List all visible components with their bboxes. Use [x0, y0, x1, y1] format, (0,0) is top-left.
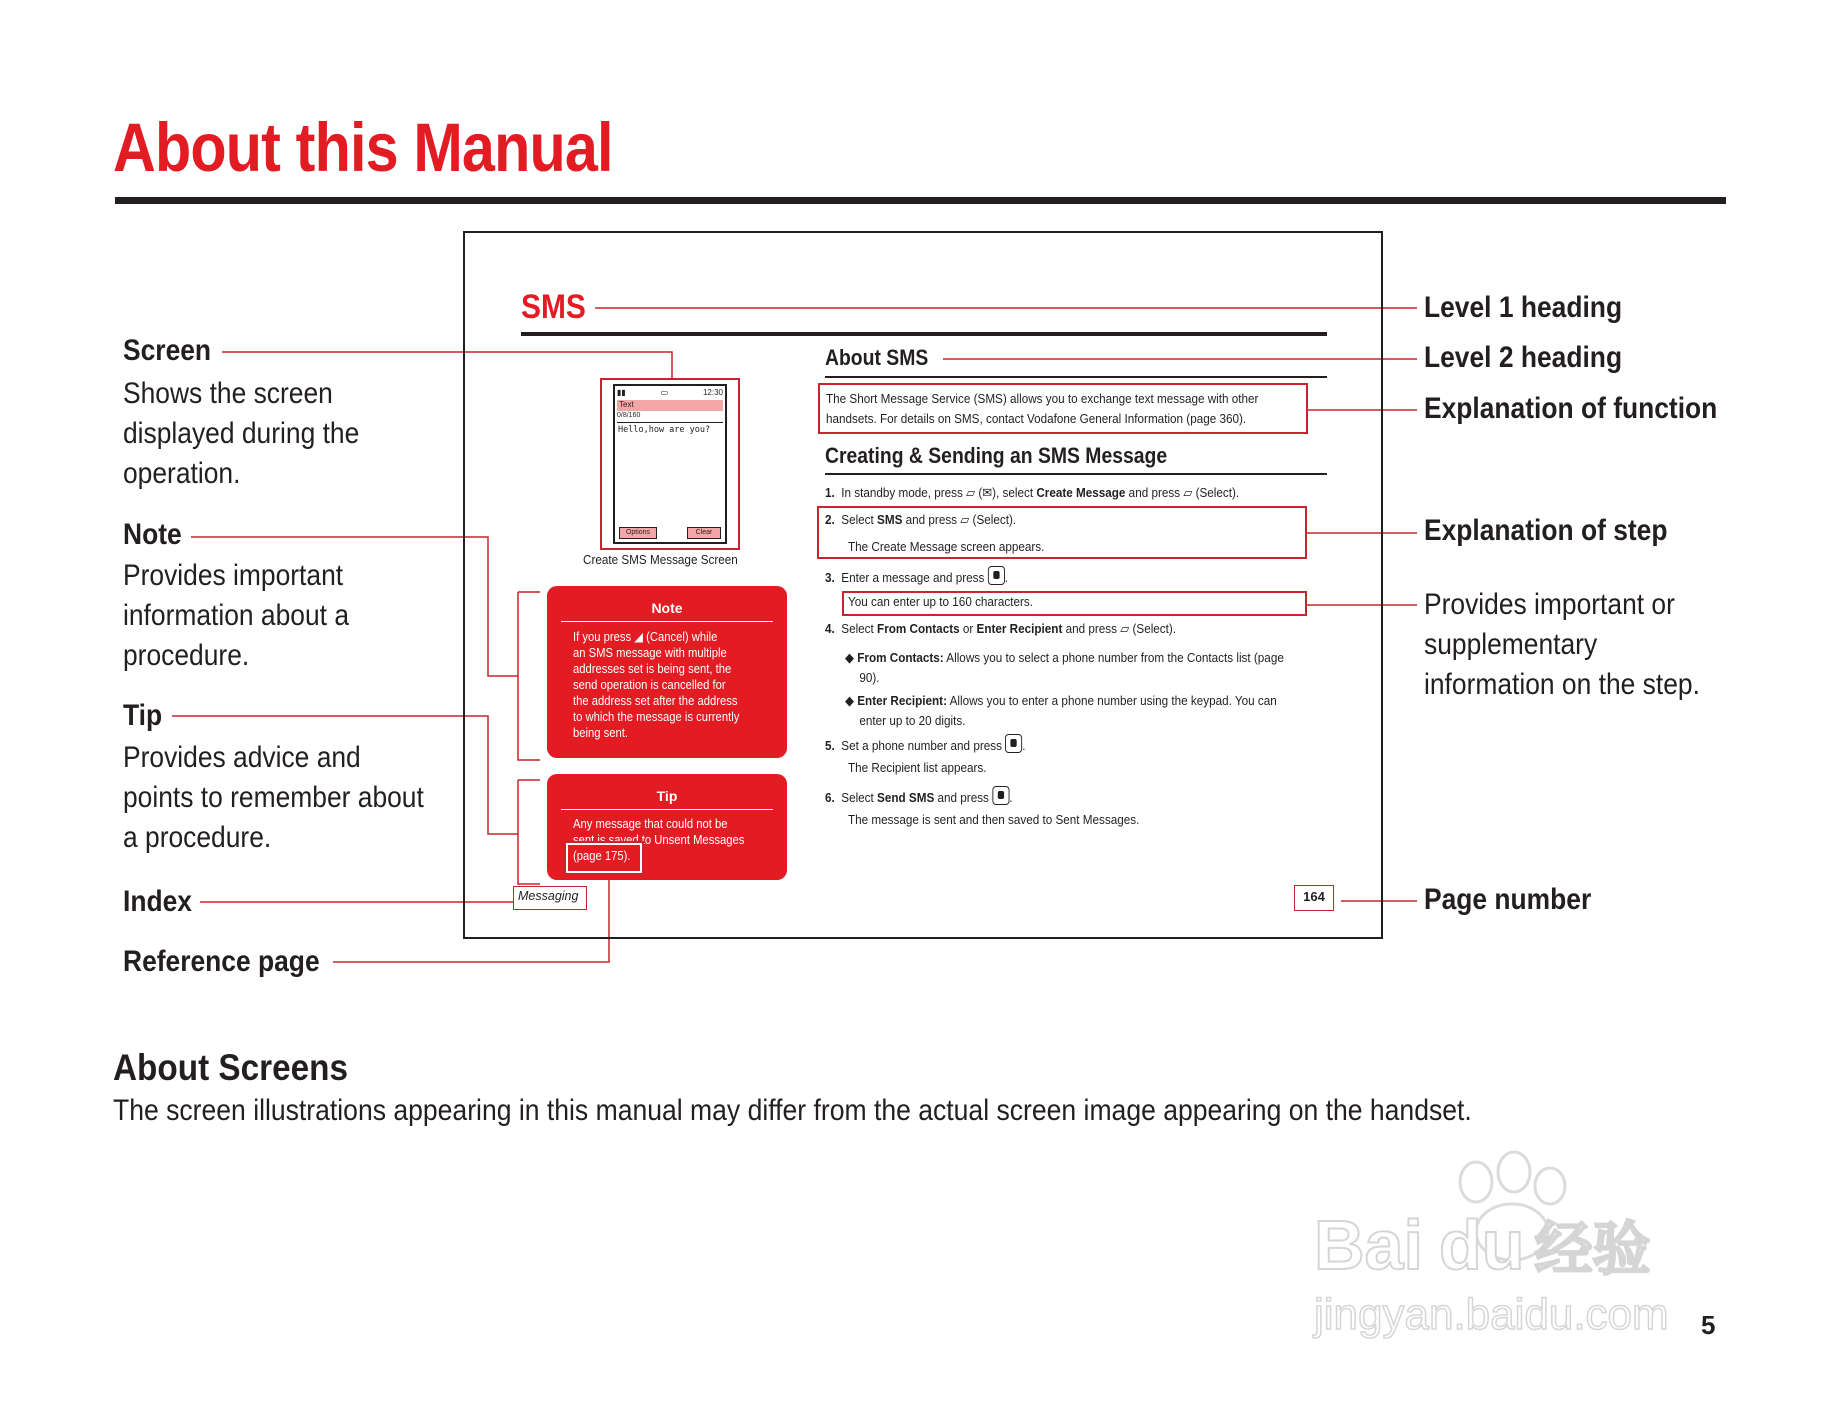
step-number: 1.: [825, 485, 835, 500]
function-text-line: The Short Message Service (SMS) allows you to exchange text message with other: [826, 391, 1259, 406]
index-label: Messaging: [518, 889, 579, 903]
note-annotation-line: Provides important: [123, 559, 344, 592]
step-text: Select: [841, 512, 878, 527]
bullet-from-contacts: ◆ From Contacts: Allows you to select a phone number from the Contacts list (page 90).: [845, 648, 1284, 688]
step-6-result: The message is sent and then saved to Sent Messages.: [848, 812, 1140, 827]
mail-icon: ✉: [982, 485, 993, 500]
step-info-annotation: [1424, 585, 1700, 705]
battery-icon: ▭: [660, 388, 669, 397]
about-screens-text: The screen illustrations appearing in this manual may differ from the actual screen image appearing on the handset.: [113, 1094, 1472, 1127]
note-annotation-text: [123, 556, 349, 676]
phone-status-bar: [617, 388, 723, 399]
signal-icon: ▮▮: [617, 388, 626, 397]
page-number-annotation: Page number: [1424, 883, 1592, 916]
phone-message: Hello,how are you?: [618, 425, 711, 435]
tip-annotation-heading: Tip: [123, 699, 163, 732]
step-text: and press: [1062, 621, 1121, 636]
tip-card-text: Any message that could not be: [573, 817, 728, 831]
step-text: Select: [841, 790, 878, 805]
softkey-left-icon: ▱: [960, 512, 970, 527]
step-4: [825, 621, 1176, 637]
step-3-note: You can enter up to 160 characters.: [848, 594, 1033, 609]
reference-highlight-box: [566, 843, 642, 873]
function-annotation: Explanation of function: [1424, 392, 1718, 425]
page-title: About this Manual: [113, 109, 613, 186]
function-text: [826, 389, 1258, 429]
note-card: [547, 586, 787, 758]
bullet-text: Allows you to select a phone number from the Contacts list (page: [943, 650, 1284, 665]
step-6: [825, 786, 1013, 805]
step-info-line: information on the step.: [1424, 668, 1700, 701]
step-number: 2.: [825, 512, 835, 527]
softkey-left-icon: ▱: [1183, 485, 1193, 500]
step-bold-text: Send SMS: [877, 790, 935, 805]
step-number: 3.: [825, 570, 835, 585]
step-number: 4.: [825, 621, 835, 636]
step-text: Select: [841, 621, 878, 636]
level2-heading-annotation: Level 2 heading: [1424, 341, 1623, 374]
step-text: Enter a message and press: [841, 570, 988, 585]
step-2-result: The Create Message screen appears.: [848, 539, 1045, 554]
step-text: .: [1022, 738, 1026, 753]
step-5: [825, 734, 1026, 753]
phone-screen: [613, 384, 727, 544]
sample-subheading: Creating & Sending an SMS Message: [825, 443, 1168, 468]
index-annotation-heading: Index: [123, 885, 192, 918]
note-card-text: to which the message is currently: [573, 710, 740, 724]
cancel-key-icon: ◢: [634, 630, 643, 644]
sample-level2-heading: About SMS: [825, 345, 929, 370]
note-card-text: an SMS message with multiple: [573, 646, 727, 660]
note-annotation-heading: Note: [123, 518, 182, 551]
step-bold-text: SMS: [877, 512, 903, 527]
sample-level1-rule: [521, 332, 1327, 336]
level1-heading-annotation: Level 1 heading: [1424, 291, 1623, 324]
tip-annotation-line: a procedure.: [123, 821, 272, 854]
baidu-watermark: [1300, 1140, 1740, 1350]
note-card-text: send operation is cancelled for: [573, 678, 726, 692]
step-1: [825, 485, 1239, 501]
step-bold-text: From Contacts: [877, 621, 960, 636]
phone-options-softkey: Options: [619, 527, 657, 539]
step-text: and press: [934, 790, 993, 805]
center-key-icon: [992, 786, 1009, 805]
bullet-text: Allows you to enter a phone number using the keypad. You can: [946, 693, 1277, 708]
sample-level2-rule: [825, 376, 1327, 378]
note-card-title: Note: [651, 600, 683, 616]
step-bold-text: Create Message: [1036, 485, 1126, 500]
watermark-text: du: [1438, 1206, 1525, 1284]
note-card-text: (Cancel) while: [646, 630, 718, 644]
step-text: (Select).: [1129, 621, 1177, 636]
step-5-result: The Recipient list appears.: [848, 760, 987, 775]
step-text: and press: [902, 512, 961, 527]
step-text: (Select).: [1192, 485, 1240, 500]
about-screens-heading: About Screens: [113, 1047, 349, 1088]
screen-annotation-line: displayed during the: [123, 417, 360, 450]
step-number: 5.: [825, 738, 835, 753]
note-card-body: [573, 629, 739, 741]
phone-counter: 0/8/160: [617, 412, 723, 423]
tip-card-rule: [561, 809, 773, 810]
step-info-line: supplementary: [1424, 628, 1598, 661]
softkey-left-icon: ▱: [1120, 621, 1130, 636]
screen-annotation-heading: Screen: [123, 334, 212, 367]
center-key-icon: [988, 566, 1005, 585]
screen-annotation-line: operation.: [123, 457, 241, 490]
page-number: 5: [1701, 1310, 1716, 1340]
watermark-text: 经验: [1534, 1217, 1651, 1282]
step-number: 6.: [825, 790, 835, 805]
watermark-text: Bai: [1314, 1206, 1423, 1284]
step-text: or: [959, 621, 977, 636]
step-text: In standby mode, press: [841, 485, 967, 500]
sample-subheading-rule: [825, 473, 1327, 475]
note-annotation-line: procedure.: [123, 639, 250, 672]
tip-card-title: Tip: [656, 788, 678, 804]
reference-page-annotation-heading: Reference page: [123, 945, 320, 978]
step-text: .: [1004, 570, 1008, 585]
step-text: ), select: [992, 485, 1037, 500]
note-card-text: being sent.: [573, 726, 629, 740]
sample-page-number: 164: [1303, 889, 1325, 904]
tip-annotation-line: points to remember about: [123, 781, 424, 814]
step-text: (Select).: [969, 512, 1017, 527]
step-text: and press: [1125, 485, 1184, 500]
tip-annotation-text: [123, 738, 424, 858]
note-card-text: If you press: [573, 630, 635, 644]
note-card-text: addresses set is being sent, the: [573, 662, 732, 676]
tip-card-text: sent is saved to Unsent Messages: [573, 833, 745, 847]
phone-clear-softkey: Clear: [687, 527, 721, 539]
step-annotation: Explanation of step: [1424, 514, 1668, 547]
bullet-bold-text: Enter Recipient:: [857, 693, 947, 708]
phone-time: 12:30: [702, 388, 723, 397]
tip-annotation-line: Provides advice and: [123, 741, 361, 774]
bullet-enter-recipient: ◆ Enter Recipient: Allows you to enter a phone number using the keypad. You can enter up to 20 digits.: [845, 691, 1277, 731]
sample-level1-heading: SMS: [521, 288, 586, 326]
step-bold-text: Enter Recipient: [976, 621, 1063, 636]
bullet-text: 90).: [859, 670, 880, 685]
step-text: .: [1009, 790, 1013, 805]
softkey-left-icon: ▱: [966, 485, 976, 500]
screen-annotation-line: Shows the screen: [123, 377, 333, 410]
watermark-logo-text: [1314, 1202, 1650, 1286]
function-text-line: handsets. For details on SMS, contact Vodafone General Information (page 360).: [826, 411, 1247, 426]
step-text: (: [975, 485, 983, 500]
watermark-url: jingyan.baidu.com: [1314, 1290, 1669, 1339]
note-card-text: the address set after the address: [573, 694, 738, 708]
step-2: [825, 512, 1016, 528]
note-annotation-line: information about a: [123, 599, 350, 632]
step-text: Set a phone number and press: [841, 738, 1006, 753]
step-info-line: Provides important or: [1424, 588, 1675, 621]
bullet-bold-text: From Contacts:: [857, 650, 944, 665]
center-key-icon: [1005, 734, 1022, 753]
note-card-rule: [561, 621, 773, 622]
phone-title-bar: Text: [617, 400, 723, 411]
step-3: [825, 566, 1008, 585]
bullet-text: enter up to 20 digits.: [859, 713, 966, 728]
screen-caption: Create SMS Message Screen: [583, 552, 738, 567]
tip-card-reference: (page 175).: [573, 849, 631, 863]
screen-annotation-text: [123, 374, 359, 494]
